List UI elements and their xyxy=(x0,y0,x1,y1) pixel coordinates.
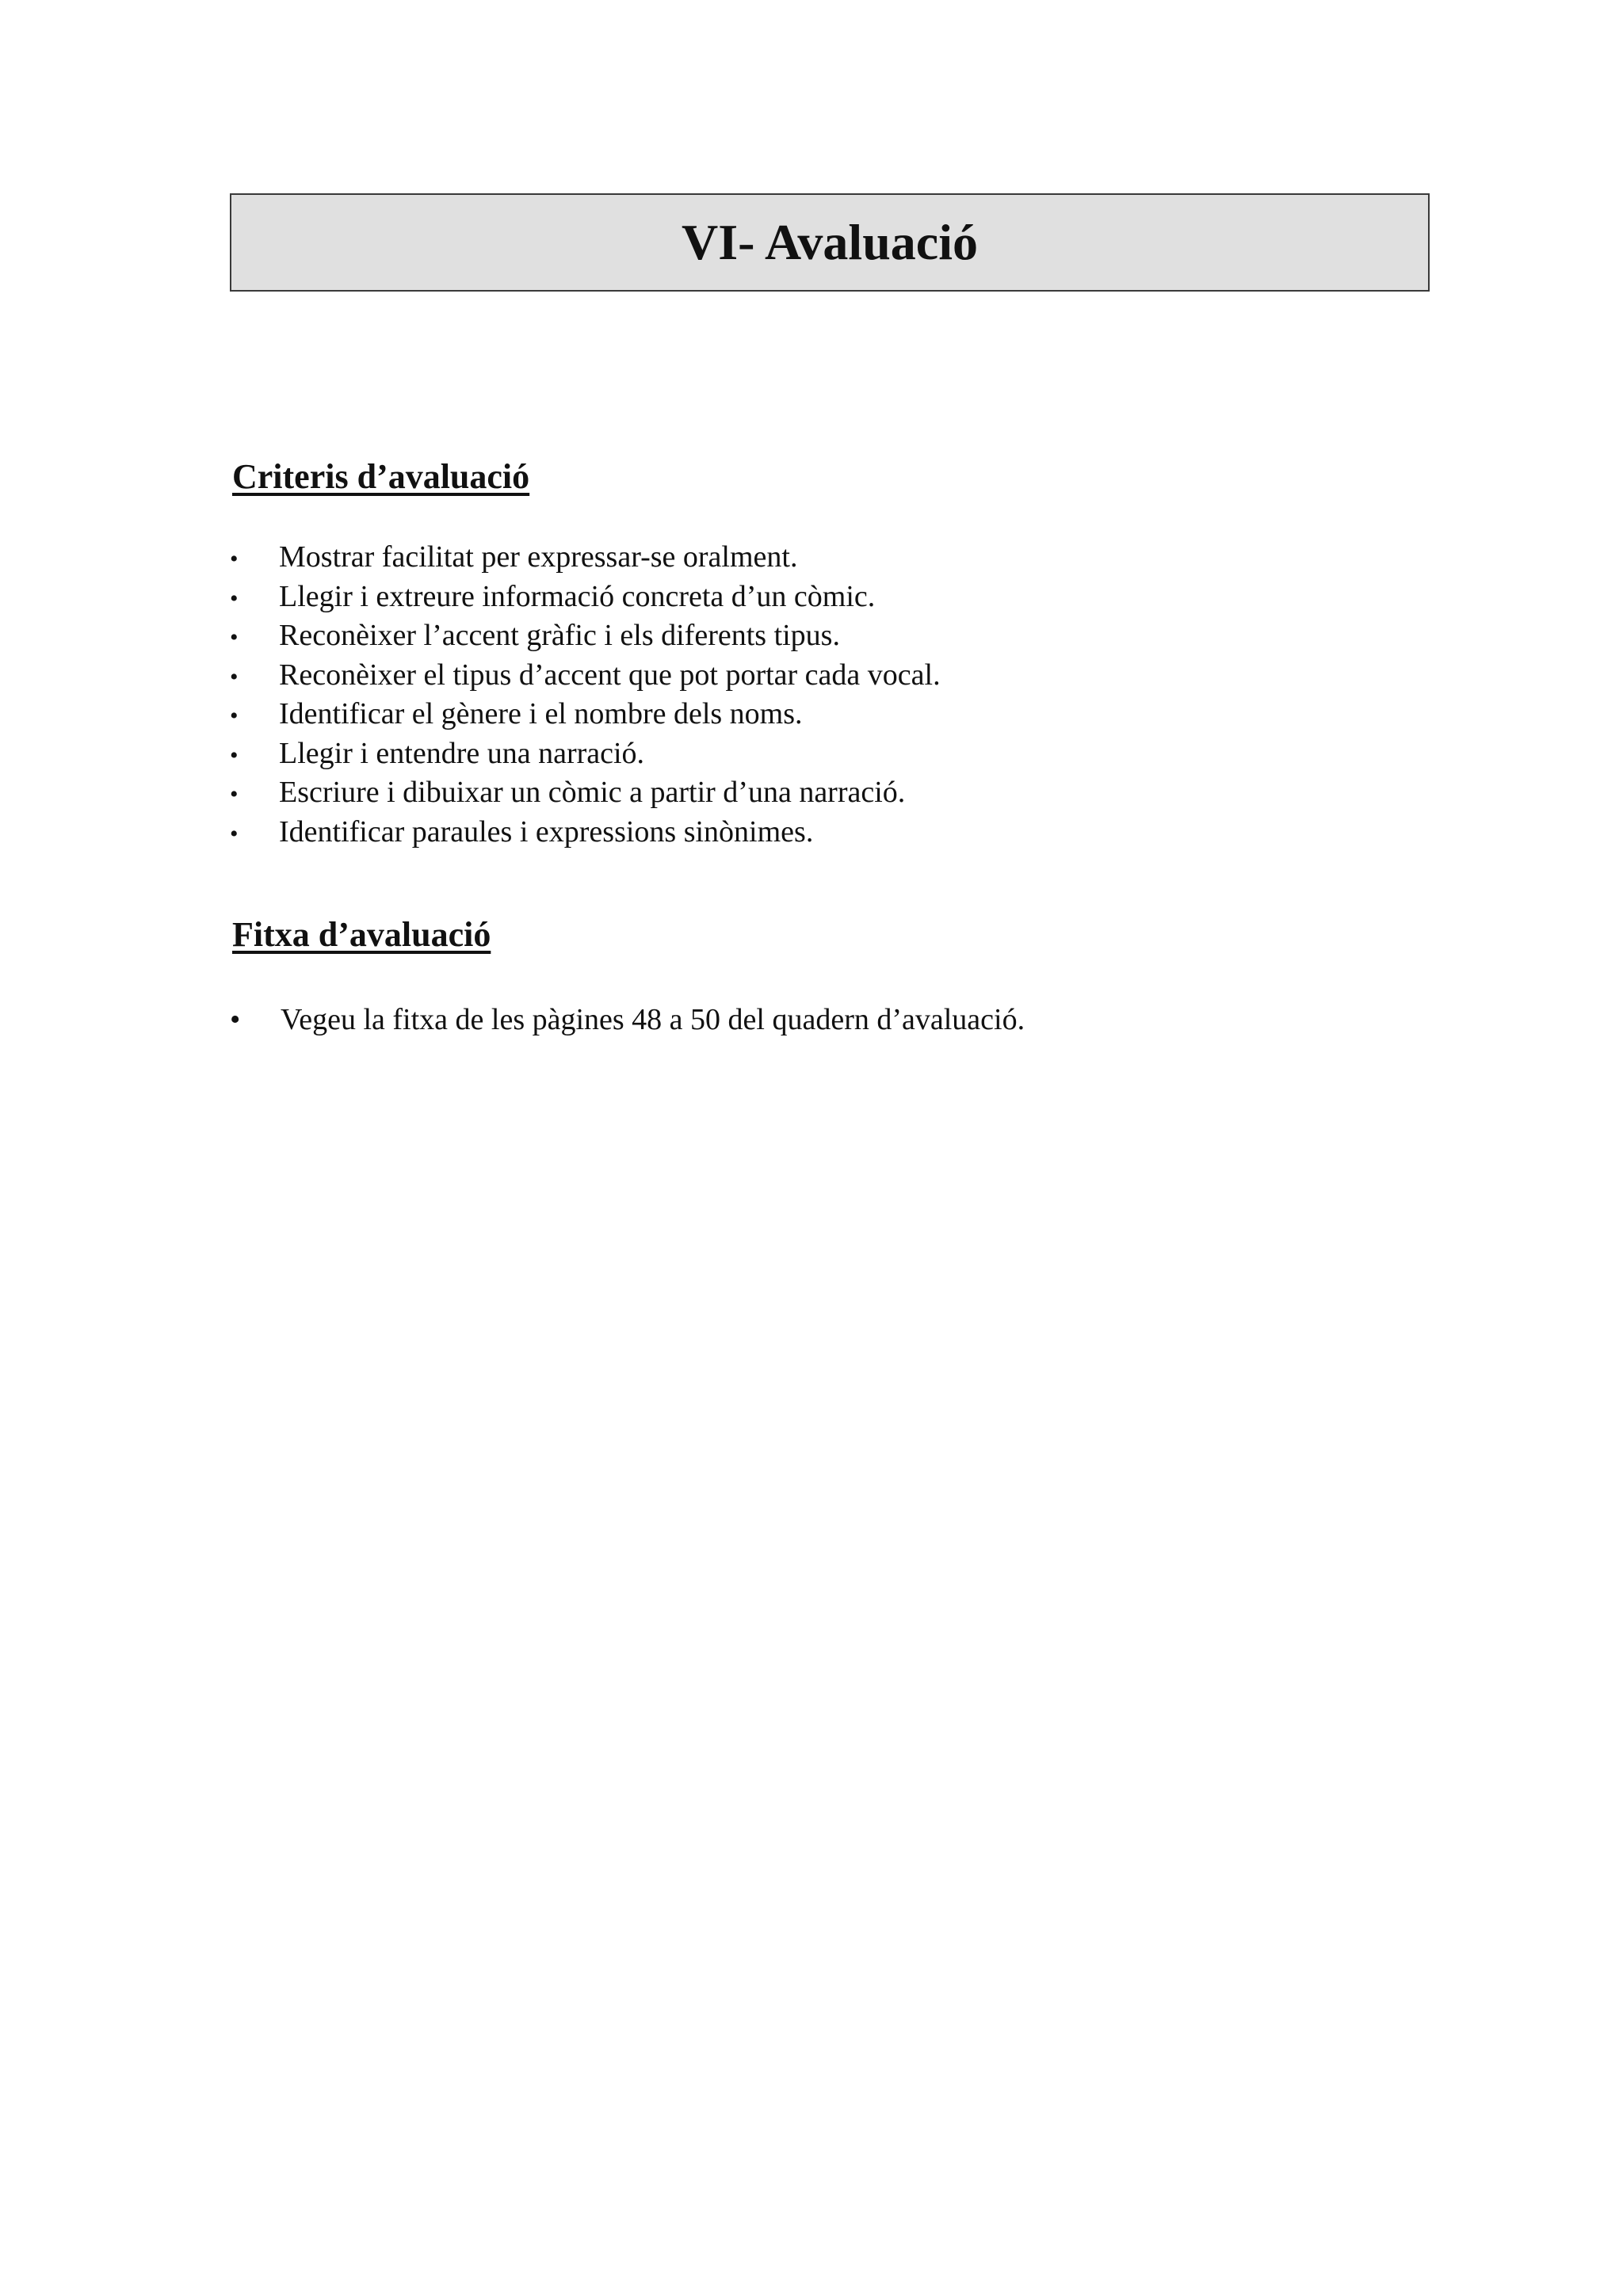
bullet-icon: • xyxy=(230,703,239,729)
list-item-text: Mostrar facilitat per expressar-se oralment. xyxy=(279,540,798,574)
list-item-text: Escriure i dibuixar un còmic a partir d’una narració. xyxy=(279,776,906,809)
bullet-icon: • xyxy=(230,624,239,650)
list-item xyxy=(230,578,941,618)
list-item-text: Reconèixer el tipus d’accent que pot portar cada vocal. xyxy=(279,658,941,692)
list-item-text: Llegir i extreure informació concreta d’un còmic. xyxy=(279,579,876,613)
bullet-icon: • xyxy=(230,820,239,847)
bullet-icon: • xyxy=(230,663,239,690)
list-item-text: Reconèixer l’accent gràfic i els diferents tipus. xyxy=(279,619,840,652)
list-item xyxy=(230,774,941,814)
bullet-icon: • xyxy=(230,742,239,769)
page-title: VI- Avaluació xyxy=(682,214,978,270)
list-item-text: Identificar el gènere i el nombre dels noms. xyxy=(279,697,803,730)
fitxa-heading: Fitxa d’avaluació xyxy=(232,915,491,954)
list-item-text: Identificar paraules i expressions sinònimes. xyxy=(279,814,814,849)
list-item-text: Llegir i entendre una narració. xyxy=(279,736,645,770)
list-item xyxy=(230,1001,1025,1039)
list-item xyxy=(230,617,941,657)
list-item xyxy=(230,657,941,696)
fitxa-list xyxy=(230,1001,1025,1039)
criteris-list xyxy=(230,539,941,852)
criteris-heading: Criteris d’avaluació xyxy=(232,457,530,496)
list-item xyxy=(230,735,941,775)
bullet-icon: • xyxy=(230,546,239,572)
list-item xyxy=(230,696,941,735)
bullet-icon: • xyxy=(230,781,239,807)
list-item-text: Vegeu la fitxa de les pàgines 48 a 50 del quadern d’avaluació. xyxy=(281,1003,1025,1036)
bullet-icon: • xyxy=(230,585,239,612)
list-item xyxy=(230,539,941,578)
list-item xyxy=(230,814,941,853)
title-box xyxy=(230,193,1430,292)
bullet-icon: • xyxy=(230,1003,241,1036)
